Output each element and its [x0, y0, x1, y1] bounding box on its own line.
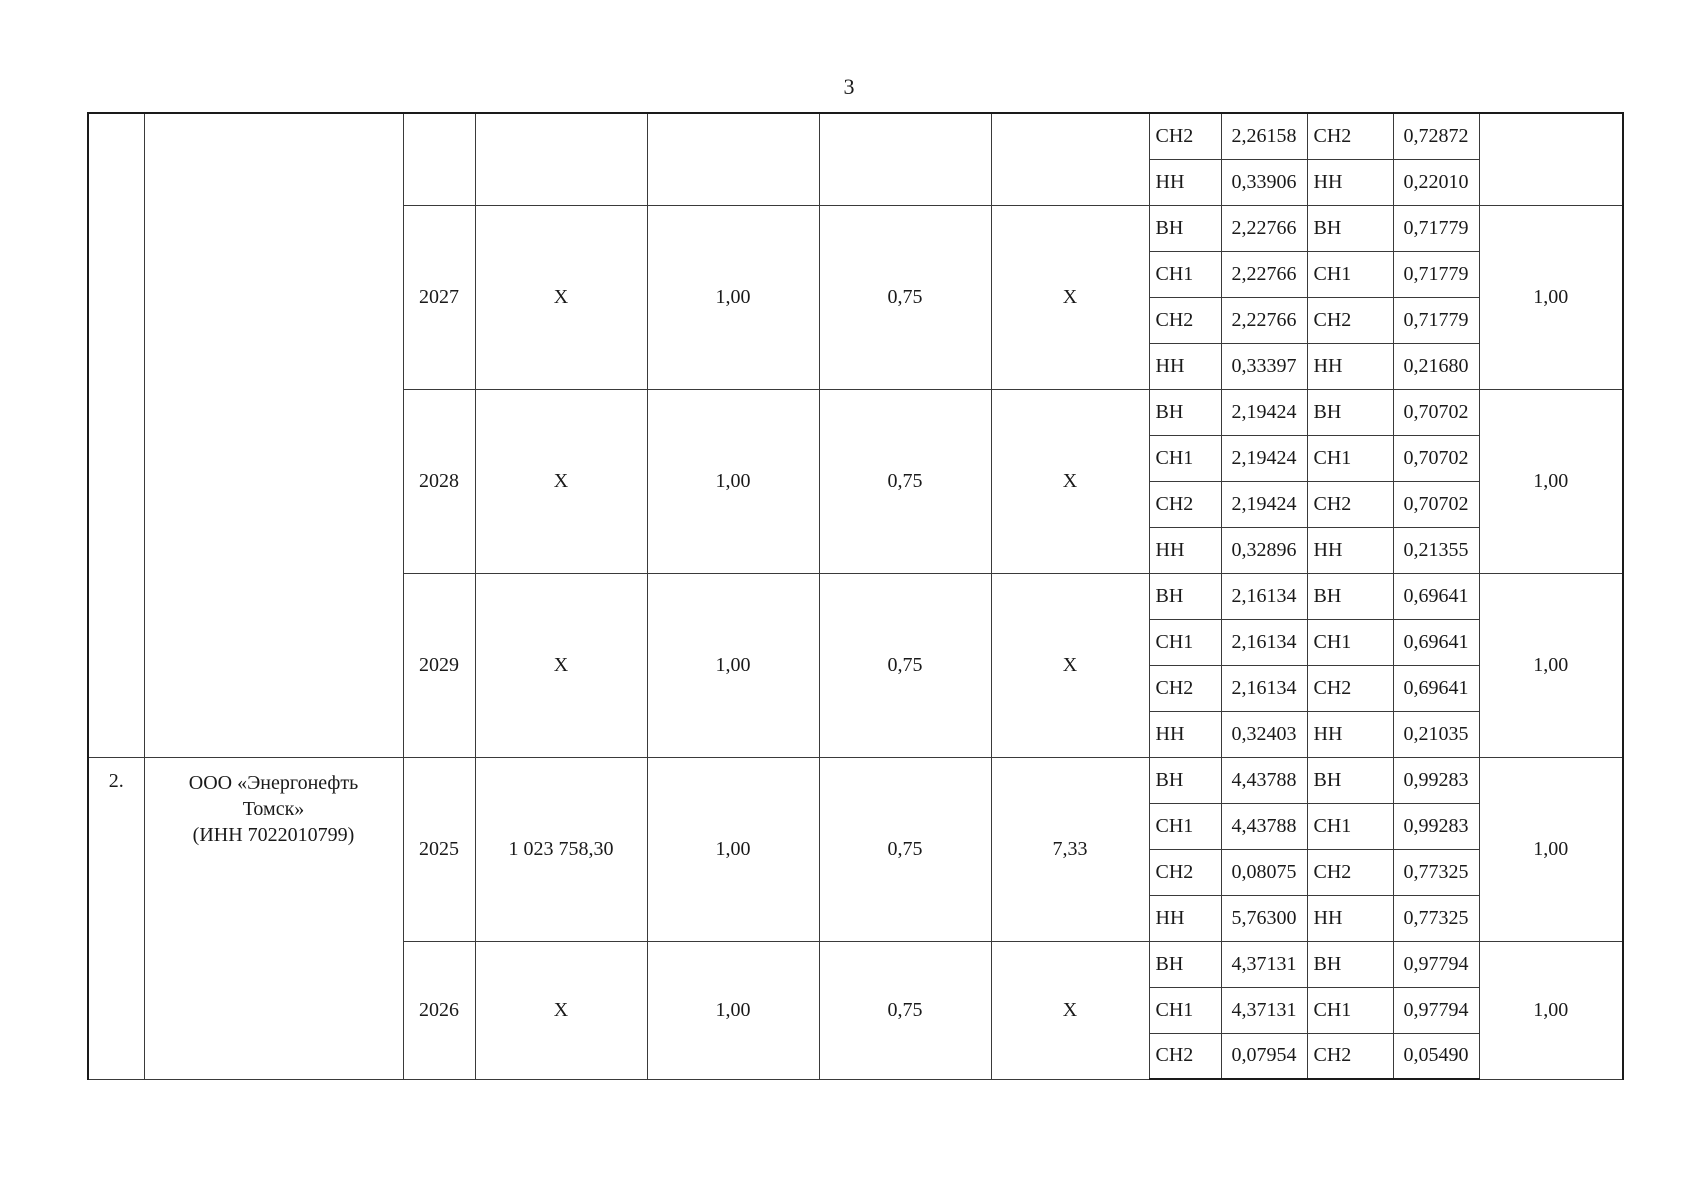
voltage-level: НН	[1307, 895, 1393, 941]
voltage-level: СН2	[1149, 1033, 1221, 1079]
voltage-level: НН	[1149, 711, 1221, 757]
voltage-level: СН2	[1307, 1033, 1393, 1079]
voltage-level: НН	[1149, 159, 1221, 205]
organization-name-line: Томск»	[242, 797, 305, 820]
year-cell	[403, 113, 475, 205]
rate-value: 0,08075	[1221, 849, 1307, 895]
voltage-level: СН1	[1149, 987, 1221, 1033]
voltage-level: СН1	[1149, 251, 1221, 297]
voltage-level: СН2	[1307, 665, 1393, 711]
rate-value: 0,99283	[1393, 757, 1479, 803]
voltage-level: СН1	[1307, 619, 1393, 665]
rate-value: 0,70702	[1393, 435, 1479, 481]
rate-value: 0,21035	[1393, 711, 1479, 757]
voltage-level: ВН	[1307, 205, 1393, 251]
table-row	[88, 757, 1623, 803]
rate-value: 0,97794	[1393, 987, 1479, 1033]
value-cell: X	[991, 573, 1149, 757]
value-cell	[991, 113, 1149, 205]
rate-value: 0,22010	[1393, 159, 1479, 205]
rate-value: 0,71779	[1393, 251, 1479, 297]
table-row	[88, 113, 1623, 159]
voltage-level: НН	[1149, 527, 1221, 573]
voltage-level: ВН	[1307, 389, 1393, 435]
year-cell: 2028	[403, 389, 475, 573]
value-cell: X	[475, 941, 647, 1079]
value-cell: 1 023 758,30	[475, 757, 647, 941]
value-cell: 1,00	[647, 205, 819, 389]
voltage-level: ВН	[1307, 573, 1393, 619]
value-cell: 1,00	[647, 573, 819, 757]
rate-value: 2,16134	[1221, 573, 1307, 619]
rate-value: 0,21680	[1393, 343, 1479, 389]
voltage-level: СН2	[1149, 113, 1221, 159]
rate-value: 2,22766	[1221, 205, 1307, 251]
voltage-level: ВН	[1307, 941, 1393, 987]
value-cell: 1,00	[647, 757, 819, 941]
organization-name-line: ООО «Энергонефть	[188, 771, 359, 794]
rate-value: 0,69641	[1393, 619, 1479, 665]
year-cell: 2025	[403, 757, 475, 941]
value-cell: X	[991, 205, 1149, 389]
rate-value: 2,16134	[1221, 665, 1307, 711]
year-cell: 2029	[403, 573, 475, 757]
value-cell: X	[991, 389, 1149, 573]
value-cell	[475, 113, 647, 205]
rate-value: 0,71779	[1393, 297, 1479, 343]
voltage-level: НН	[1307, 343, 1393, 389]
rate-value: 0,99283	[1393, 803, 1479, 849]
coefficient-cell: 1,00	[1479, 941, 1623, 1079]
rate-value: 0,32403	[1221, 711, 1307, 757]
rate-value: 0,21355	[1393, 527, 1479, 573]
rate-value: 4,37131	[1221, 987, 1307, 1033]
voltage-level: ВН	[1149, 941, 1221, 987]
voltage-level: ВН	[1149, 573, 1221, 619]
voltage-level: СН1	[1307, 987, 1393, 1033]
voltage-level: СН2	[1307, 113, 1393, 159]
coefficient-cell: 1,00	[1479, 205, 1623, 389]
value-cell: 7,33	[991, 757, 1149, 941]
coefficient-cell: 1,00	[1479, 573, 1623, 757]
rate-value: 4,43788	[1221, 757, 1307, 803]
voltage-level: НН	[1307, 527, 1393, 573]
voltage-level: СН1	[1149, 803, 1221, 849]
coefficient-cell: 1,00	[1479, 757, 1623, 941]
voltage-level: НН	[1307, 159, 1393, 205]
value-cell	[647, 113, 819, 205]
rate-value: 2,22766	[1221, 251, 1307, 297]
tariff-table	[87, 112, 1624, 1080]
rate-value: 5,76300	[1221, 895, 1307, 941]
value-cell: X	[475, 389, 647, 573]
voltage-level: НН	[1149, 343, 1221, 389]
voltage-level: СН1	[1149, 435, 1221, 481]
year-cell: 2027	[403, 205, 475, 389]
voltage-level: ВН	[1149, 757, 1221, 803]
organization-cell	[144, 113, 403, 757]
rate-value: 0,07954	[1221, 1033, 1307, 1079]
rate-value: 0,70702	[1393, 481, 1479, 527]
value-cell: 0,75	[819, 389, 991, 573]
value-cell: X	[475, 205, 647, 389]
rate-value: 2,19424	[1221, 435, 1307, 481]
year-cell: 2026	[403, 941, 475, 1079]
value-cell: 1,00	[647, 389, 819, 573]
voltage-level: СН2	[1149, 481, 1221, 527]
value-cell: 1,00	[647, 941, 819, 1079]
value-cell: X	[475, 573, 647, 757]
value-cell: 0,75	[819, 941, 991, 1079]
value-cell: X	[991, 941, 1149, 1079]
value-cell: 0,75	[819, 205, 991, 389]
coefficient-cell	[1479, 113, 1623, 205]
voltage-level: ВН	[1149, 389, 1221, 435]
value-cell: 0,75	[819, 757, 991, 941]
coefficient-cell: 1,00	[1479, 389, 1623, 573]
rate-value: 0,77325	[1393, 849, 1479, 895]
rate-value: 2,19424	[1221, 389, 1307, 435]
voltage-level: НН	[1149, 895, 1221, 941]
voltage-level: ВН	[1307, 757, 1393, 803]
rate-value: 4,43788	[1221, 803, 1307, 849]
voltage-level: СН1	[1307, 251, 1393, 297]
voltage-level: СН2	[1149, 665, 1221, 711]
voltage-level: СН2	[1307, 481, 1393, 527]
voltage-level: СН1	[1307, 435, 1393, 481]
organization-cell	[144, 757, 403, 1079]
voltage-level: СН2	[1149, 849, 1221, 895]
voltage-level: НН	[1307, 711, 1393, 757]
value-cell: 0,75	[819, 573, 991, 757]
rate-value: 0,97794	[1393, 941, 1479, 987]
voltage-level: СН2	[1149, 297, 1221, 343]
rate-value: 4,37131	[1221, 941, 1307, 987]
organization-inn: (ИНН 7022010799)	[192, 823, 355, 846]
page-number: 3	[843, 74, 855, 99]
rate-value: 2,22766	[1221, 297, 1307, 343]
rate-value: 0,69641	[1393, 665, 1479, 711]
voltage-level: СН1	[1149, 619, 1221, 665]
rate-value: 0,05490	[1393, 1033, 1479, 1079]
rate-value: 0,77325	[1393, 895, 1479, 941]
rate-value: 2,16134	[1221, 619, 1307, 665]
rate-value: 0,32896	[1221, 527, 1307, 573]
voltage-level: СН1	[1307, 803, 1393, 849]
row-number-cell: 2.	[88, 757, 144, 1079]
row-number-cell	[88, 113, 144, 757]
rate-value: 0,72872	[1393, 113, 1479, 159]
value-cell	[819, 113, 991, 205]
rate-value: 2,26158	[1221, 113, 1307, 159]
voltage-level: СН2	[1307, 297, 1393, 343]
rate-value: 0,69641	[1393, 573, 1479, 619]
rate-value: 0,33397	[1221, 343, 1307, 389]
rate-value: 0,33906	[1221, 159, 1307, 205]
voltage-level: СН2	[1307, 849, 1393, 895]
rate-value: 2,19424	[1221, 481, 1307, 527]
rate-value: 0,71779	[1393, 205, 1479, 251]
rate-value: 0,70702	[1393, 389, 1479, 435]
voltage-level: ВН	[1149, 205, 1221, 251]
